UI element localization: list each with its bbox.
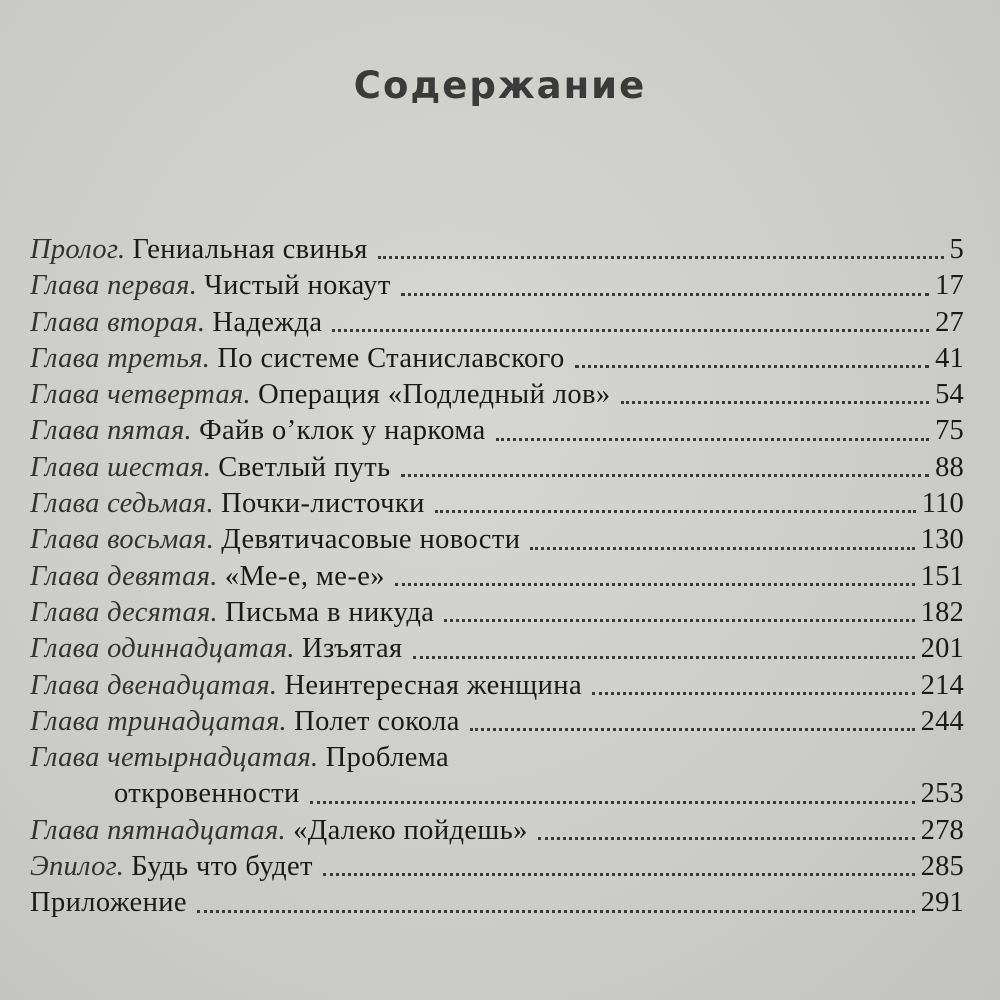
toc-entry-label: Глава десятая. [30, 596, 218, 628]
dot-leader [332, 328, 929, 332]
toc-entry-page: 278 [920, 814, 964, 846]
toc-entry-label: Глава восьмая. [30, 524, 215, 556]
toc-entry-label: Глава четвертая. [30, 379, 251, 411]
toc-entry-page: 41 [935, 342, 964, 374]
toc-entry-page: 88 [935, 451, 964, 483]
toc-entry [30, 595, 964, 631]
toc-entry-label: Пролог. [30, 234, 126, 265]
dot-leader [197, 909, 915, 913]
toc-entry-page: 214 [920, 669, 964, 701]
toc-entry-page: 253 [920, 778, 964, 810]
toc-entry-title: Неинтересная женщина [284, 669, 583, 701]
toc-entry [30, 740, 964, 813]
toc-entry [30, 631, 964, 667]
toc-entry-title: Почки-листочки [221, 488, 425, 520]
toc-entry-title: Проблема [325, 742, 450, 774]
toc-entry-label: Глава первая. [30, 270, 198, 302]
toc-entry [30, 413, 964, 449]
dot-leader [496, 437, 929, 441]
toc-entry-page: 291 [920, 887, 964, 919]
toc-entry-title: Чистый нокаут [204, 270, 391, 302]
toc-entry [30, 232, 964, 268]
toc-entry [30, 450, 964, 486]
toc-entry-title: Полет сокола [294, 705, 460, 737]
toc-entry [30, 377, 964, 413]
table-of-contents [30, 232, 964, 922]
dot-leader [310, 800, 915, 804]
toc-entry-label: Глава четырнадцатая. [30, 742, 319, 774]
toc-entry-page: 201 [920, 633, 964, 665]
toc-entry [30, 486, 964, 522]
toc-entry-label: Глава вторая. [30, 306, 206, 338]
toc-entry-title: Светлый путь [218, 451, 391, 483]
toc-entry-page: 244 [920, 705, 964, 737]
dot-leader [395, 582, 915, 586]
toc-entry-title: По системе Станиславского [217, 342, 565, 374]
dot-leader [323, 872, 915, 876]
toc-entry-page: 151 [920, 560, 964, 592]
toc-entry-title: Файв о’клок у наркома [199, 415, 486, 447]
toc-entry-page: 182 [920, 596, 964, 628]
dot-leader [530, 546, 914, 550]
toc-entry-label: Глава седьмая. [30, 488, 214, 520]
dot-leader [538, 836, 915, 840]
toc-entry-title: Девятичасовые новости [221, 524, 521, 556]
dot-leader [413, 655, 915, 659]
dot-leader [592, 691, 915, 695]
toc-entry-label: Глава двенадцатая. [30, 669, 278, 701]
toc-entry-title: Операция «Подледный лов» [258, 379, 611, 411]
toc-entry-label: Глава третья. [30, 342, 211, 374]
toc-entry-first-line [30, 740, 964, 776]
toc-entry-page: 17 [935, 270, 964, 302]
dot-leader [575, 364, 929, 368]
dot-leader [378, 255, 944, 259]
toc-entry [30, 341, 964, 377]
toc-entry-label: Глава пятнадцатая. [30, 814, 286, 846]
toc-entry-title-continued: откровенности [114, 778, 300, 810]
toc-entry [30, 885, 964, 921]
dot-leader [401, 473, 930, 477]
toc-entry [30, 522, 964, 558]
toc-entry-title: Будь что будет [131, 851, 313, 883]
toc-entry-page: 54 [935, 379, 964, 411]
toc-entry-page: 285 [920, 851, 964, 883]
toc-entry [30, 305, 964, 341]
toc-entry-page: 27 [935, 306, 964, 338]
toc-entry-page: 5 [949, 234, 964, 265]
dot-leader [435, 509, 916, 513]
toc-entry [30, 813, 964, 849]
toc-entry-title: Письма в никуда [225, 596, 435, 628]
toc-entry [30, 268, 964, 304]
dot-leader [444, 618, 914, 622]
dot-leader [470, 727, 915, 731]
toc-entry-label: Глава девятая. [30, 560, 218, 592]
toc-entry-title: «Далеко пойдешь» [293, 814, 528, 846]
page-title: Содержание [353, 64, 647, 107]
toc-entry [30, 849, 964, 885]
toc-entry-label: Глава тринадцатая. [30, 705, 287, 737]
toc-entry-label: Глава шестая. [30, 451, 212, 483]
toc-entry-page: 110 [921, 488, 964, 520]
toc-entry [30, 668, 964, 704]
toc-entry-title: Приложение [30, 887, 187, 919]
toc-entry-page: 130 [920, 524, 964, 556]
toc-entry [30, 704, 964, 740]
toc-entry-title: Надежда [212, 306, 323, 338]
toc-entry-label: Эпилог. [30, 851, 125, 883]
toc-entry-label: Глава одиннадцатая. [30, 633, 295, 665]
toc-entry-label: Глава пятая. [30, 415, 192, 447]
toc-entry-second-line [30, 776, 964, 812]
toc-entry-title: Гениальная свинья [132, 234, 368, 265]
toc-entry-page: 75 [935, 415, 964, 447]
toc-entry-title: Изъятая [301, 633, 403, 665]
toc-entry-title: «Ме-е, ме-е» [224, 560, 385, 592]
toc-entry [30, 559, 964, 595]
dot-leader [401, 292, 929, 296]
dot-leader [621, 400, 930, 404]
